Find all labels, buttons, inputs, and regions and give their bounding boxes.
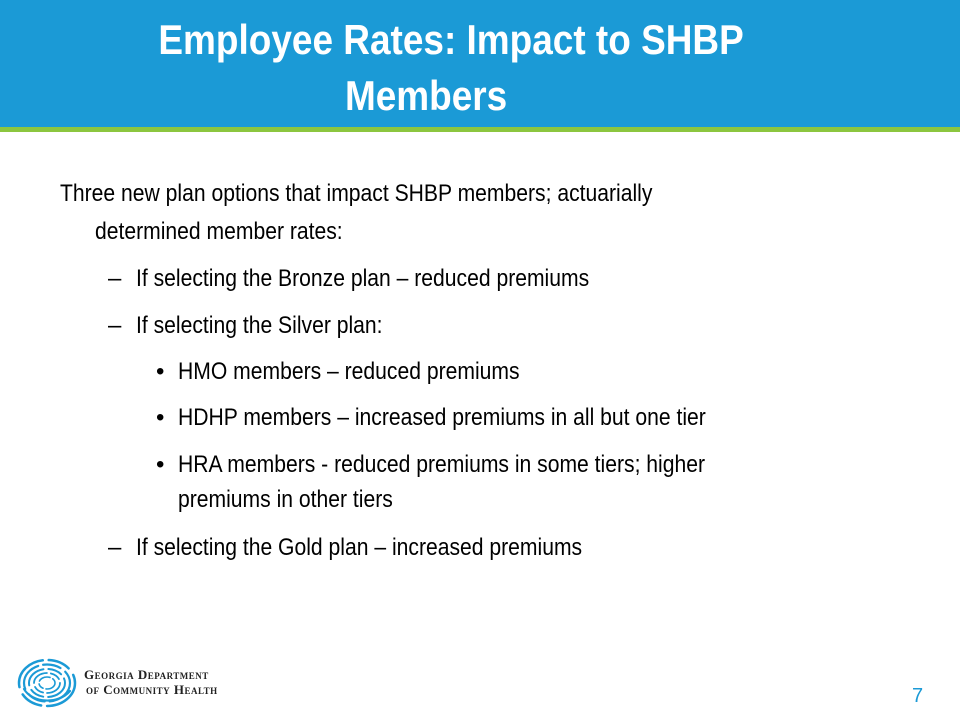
silver-hdhp-item: HDHP members – increased premiums in all but one tier [178,404,706,431]
intro-line-2: determined member rates: [95,218,343,245]
dash-marker: – [108,312,122,339]
silver-plan-item: If selecting the Silver plan: [136,312,383,339]
silver-hra-item-line-2: premiums in other tiers [178,486,393,513]
bronze-plan-item: If selecting the Bronze plan – reduced premiums [136,265,590,292]
intro-line-1: Three new plan options that impact SHBP members; actuarially [60,180,653,207]
org-name-line-2: of Community Health [86,682,218,697]
gdch-swirl-logo-icon [14,655,80,711]
slide-title-line-1: Employee Rates: Impact to SHBP [158,16,744,63]
silver-hmo-item: HMO members – reduced premiums [178,358,520,385]
bullet-marker: • [156,451,165,478]
dash-marker: – [108,534,122,561]
bullet-marker: • [156,358,165,385]
dash-marker: – [108,265,122,292]
page-number: 7 [912,685,924,707]
org-name-line-1: Georgia Department [84,667,209,682]
gold-plan-item: If selecting the Gold plan – increased premiums [136,534,583,561]
slide-title-line-2: Members [344,72,508,119]
silver-hra-item-line-1: HRA members - reduced premiums in some tiers; higher [178,451,706,478]
bullet-marker: • [156,404,165,431]
